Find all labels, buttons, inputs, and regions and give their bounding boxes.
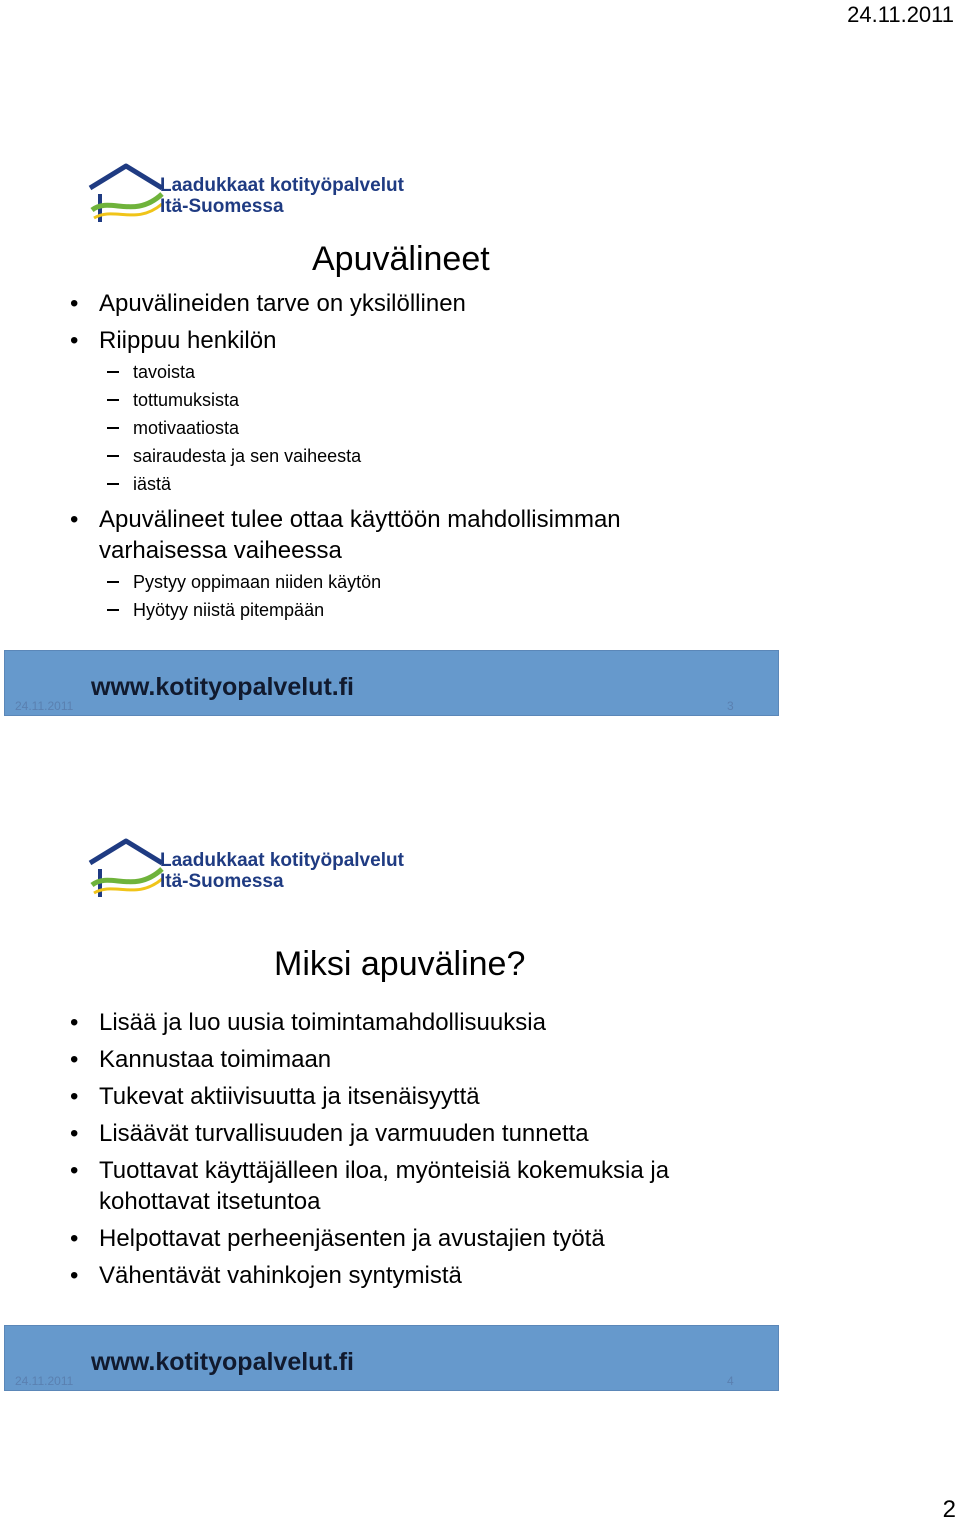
bullet-text: Apuvälineet tulee ottaa käyttöön mahdollisimman varhaisessa vaiheessa: [99, 506, 621, 564]
slide-footer: [4, 1325, 779, 1391]
slide-footer: [4, 650, 779, 716]
house-icon: [86, 835, 166, 905]
slide-title: Miksi apuväline?: [274, 945, 526, 983]
bullet-list: [70, 288, 750, 630]
bullet-item: • Tuottavat käyttäjälleen iloa, myönteisiä kokemuksia ja kohottavat itsetuntoa: [70, 1155, 750, 1217]
sub-bullet-item: tottumuksista: [99, 386, 750, 414]
slide-title: Apuvälineet: [312, 240, 490, 278]
bullet-item: [70, 288, 750, 319]
logo-line-1: Laadukkaat kotityöpalvelut: [160, 850, 404, 871]
bullet-item: • Lisää ja luo uusia toimintamahdollisuuksia: [70, 1007, 750, 1038]
sub-bullet-list: [99, 568, 750, 624]
page-number: 2: [942, 1496, 956, 1523]
slide-4: [0, 825, 960, 1395]
logo-line-1: Laadukkaat kotityöpalvelut: [160, 175, 404, 196]
sub-bullet-item: iästä: [99, 470, 750, 498]
website-link[interactable]: www.kotityopalvelut.fi: [91, 673, 354, 701]
sub-bullet-item: motivaatiosta: [99, 414, 750, 442]
footer-date: 24.11.2011: [15, 1374, 74, 1388]
slide-number: 4: [727, 1374, 734, 1388]
bullet-item: [70, 504, 750, 624]
bullet-item: [70, 325, 750, 498]
organization-logo: [86, 160, 416, 230]
footer-date: 24.11.2011: [15, 699, 74, 713]
organization-logo: [86, 835, 416, 905]
slide-3: [0, 150, 960, 720]
bullet-item: • Helpottavat perheenjäsenten ja avustajien työtä: [70, 1223, 750, 1254]
logo-line-2: Itä-Suomessa: [160, 196, 284, 217]
bullet-text: Apuvälineiden tarve on yksilöllinen: [99, 290, 466, 317]
sub-bullet-item: tavoista: [99, 358, 750, 386]
house-icon: [86, 160, 166, 230]
logo-line-2: Itä-Suomessa: [160, 871, 284, 892]
bullet-item: • Kannustaa toimimaan: [70, 1044, 750, 1075]
slide-number: 3: [727, 699, 734, 713]
sub-bullet-item: Hyötyy niistä pitempään: [99, 596, 750, 624]
bullet-item: • Vähentävät vahinkojen syntymistä: [70, 1260, 750, 1291]
bullet-item: • Lisäävät turvallisuuden ja varmuuden tunnetta: [70, 1118, 750, 1149]
bullet-list: [70, 1007, 750, 1297]
sub-bullet-item: sairaudesta ja sen vaiheesta: [99, 442, 750, 470]
bullet-item: • Tukevat aktiivisuutta ja itsenäisyyttä: [70, 1081, 750, 1112]
website-link[interactable]: www.kotityopalvelut.fi: [91, 1348, 354, 1376]
bullet-text: Riippuu henkilön: [99, 327, 277, 354]
sub-bullet-list: [99, 358, 750, 498]
sub-bullet-item: Pystyy oppimaan niiden käytön: [99, 568, 750, 596]
page-date: 24.11.2011: [847, 2, 954, 27]
